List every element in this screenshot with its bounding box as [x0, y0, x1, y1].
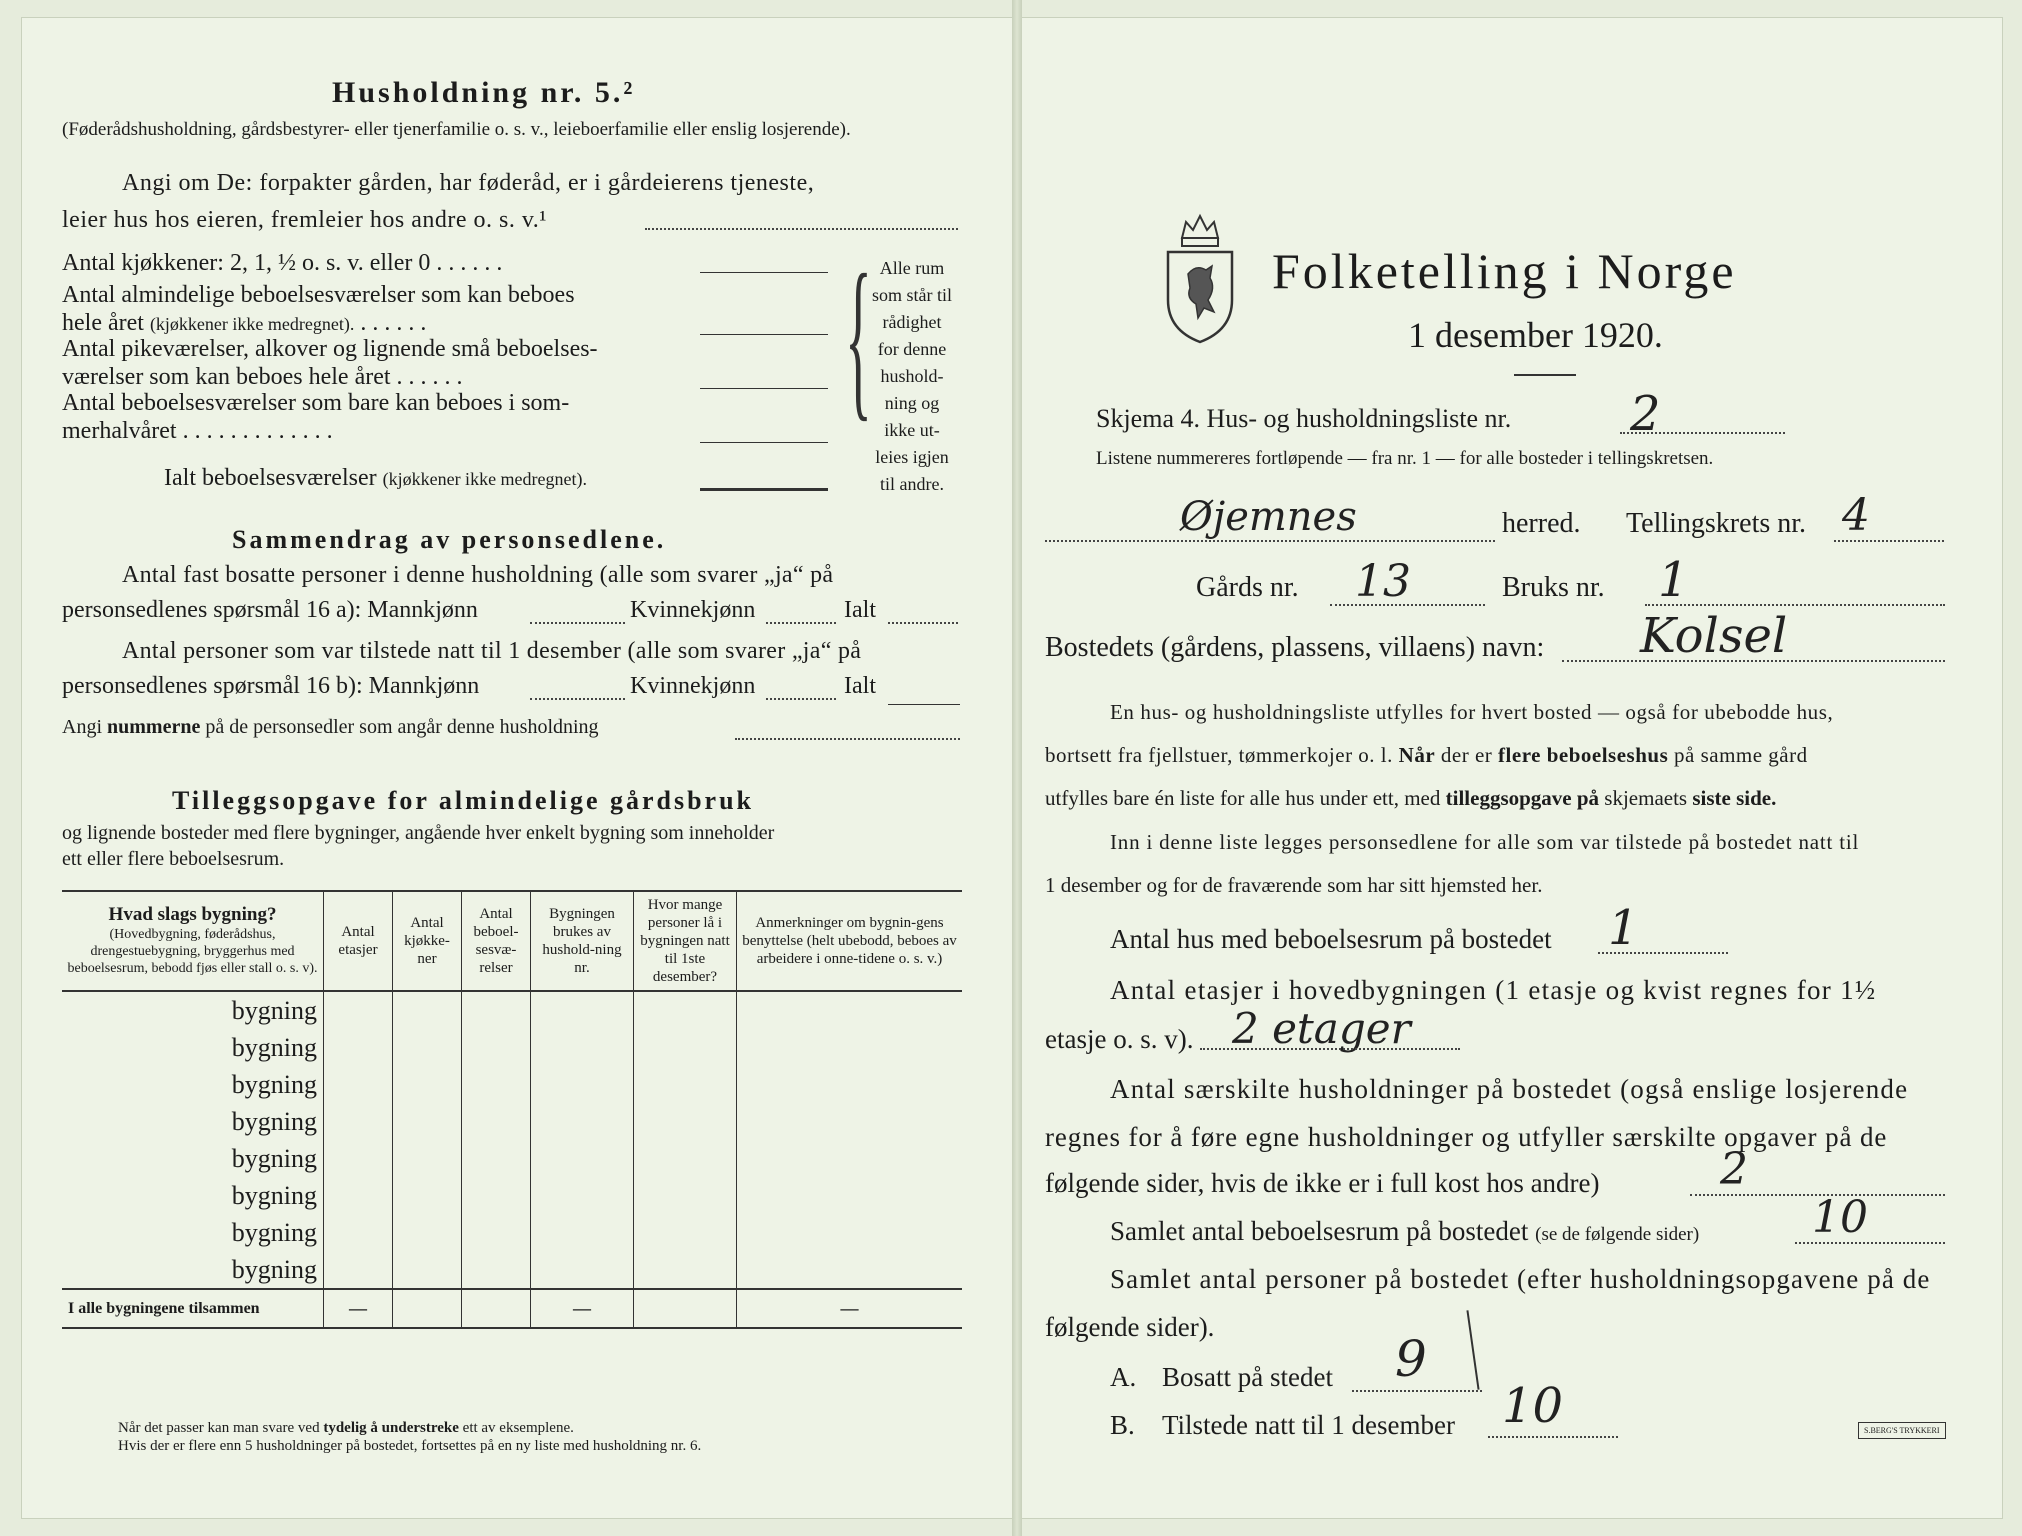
a-value: 9: [1395, 1330, 1427, 1388]
side-note-line: leies igjen: [875, 447, 949, 467]
bruks-value: 1: [1658, 552, 1689, 608]
samlet-pers-line2: følgende sider).: [1045, 1312, 1215, 1342]
para1-line1: En hus- og husholdningsliste utfylles for hvert bosted — også for ubebodde hus,: [1110, 700, 1834, 724]
summary-line-2a: Antal personer som var tilstede natt til 1 desember (alle som svarer „ja“ på: [122, 638, 862, 664]
col-persons: Hvor mange personer lå i bygningen natt til 1ste desember?: [634, 891, 737, 991]
skjema-line: [1620, 432, 1785, 434]
side-note-line: ikke ut-: [884, 420, 940, 440]
footnote-1: Når det passer kan man svare ved tydelig å understreke ett av eksemplene.: [118, 1420, 574, 1436]
col-remarks: Anmerkninger om bygnin-gens benyttelse (helt ubebodd, beboes av arbeidere i onne-tidene o. s. v.): [737, 891, 963, 991]
table-header-row: [62, 891, 962, 991]
bruks-line: [1645, 604, 1945, 606]
side-note-line: ning og: [884, 393, 940, 413]
summary-line-1a: Antal fast bosatte personer i denne husholdning (alle som svarer „ja“ på: [122, 562, 834, 588]
kitchens-label: Antal kjøkkener: 2, 1, ½ o. s. v. eller 0 . . . . . .: [62, 250, 503, 276]
sum1-ialt-line: [888, 622, 958, 624]
table-row: [62, 1103, 962, 1140]
side-note-line: hushold-: [880, 366, 944, 386]
husholdn-line3: følgende sider, hvis de ikke er i full kost hos andre): [1045, 1168, 1600, 1198]
tellingskrets-label: Tellingskrets nr.: [1626, 508, 1807, 539]
etasjer-line1: Antal etasjer i hovedbygningen (1 etasje og kvist regnes for 1½: [1110, 975, 1877, 1005]
title-divider: [1514, 374, 1576, 376]
table-row: [62, 1177, 962, 1214]
coat-of-arms-icon: [1160, 208, 1240, 348]
row-label: bygning: [231, 1032, 317, 1062]
table-row: [62, 1214, 962, 1251]
row-label: bygning: [231, 1106, 317, 1136]
table-row: [62, 1140, 962, 1177]
side-note-line: Alle rum: [879, 258, 945, 278]
para2-line2: 1 desember og for de fraværende som har sitt hjemsted her.: [1045, 873, 1543, 897]
herred-line: [1045, 540, 1495, 542]
para1-line3: utfylles bare én liste for alle hus under ett, med tilleggsopgave på skjemaets siste side.: [1045, 786, 1777, 810]
bruks-label: Bruks nr.: [1502, 572, 1605, 603]
tellingskrets-value: 4: [1842, 490, 1870, 541]
listene-note: Listene nummereres fortløpende — fra nr. 1 — for alle bosteder i tellingskretsen.: [1096, 448, 1714, 469]
rooms3-line: [700, 442, 828, 443]
angi-nummerne-line: [735, 738, 960, 740]
col-rooms: Antal beboel-sesvæ-relser: [462, 891, 531, 991]
sum1-female-label: Kvinnekjønn: [630, 597, 756, 623]
bosted-value: Kolsel: [1640, 608, 1788, 664]
brace: {: [845, 240, 872, 439]
b-label: B.: [1110, 1410, 1135, 1440]
para2-line1: Inn i denne liste legges personsedlene for alle som var tilstede på bostedet natt til: [1110, 830, 1860, 854]
hus-value: 1: [1608, 900, 1639, 956]
tellingskrets-line: [1834, 540, 1944, 542]
etasjer-line2: etasje o. s. v).: [1045, 1024, 1194, 1054]
form-date: 1 desember 1920.: [1408, 315, 1663, 355]
angi-line-2: leier hus hos eieren, fremleier hos andre o. s. v.¹: [62, 207, 547, 233]
husholdn-value: 2: [1720, 1144, 1748, 1195]
angi-line-1: Angi om De: forpakter gården, har føderåd, er i gårdeierens tjeneste,: [122, 170, 815, 196]
sum2-female-label: Kvinnekjønn: [630, 673, 756, 699]
b-value: 10: [1502, 1378, 1564, 1434]
col-kitchens: Antal kjøkke-ner: [393, 891, 462, 991]
kitchens-line: [700, 272, 828, 273]
samlet-rum-label: Samlet antal beboelsesrum på bostedet (se de følgende sider): [1110, 1216, 1700, 1246]
gards-value: 13: [1355, 556, 1411, 607]
herred-label: herred.: [1502, 508, 1581, 539]
row-label: bygning: [231, 995, 317, 1025]
total-floors: —: [324, 1289, 393, 1328]
row-label: bygning: [231, 1143, 317, 1173]
a-line: [1352, 1390, 1482, 1392]
hus-line: [1598, 952, 1728, 954]
extra-text-2: ett eller flere beboelsesrum.: [62, 848, 285, 870]
table-row: [62, 1251, 962, 1289]
ialt-label: Ialt beboelsesværelser (kjøkkener ikke medregnet).: [164, 465, 588, 491]
col-household-nr: Bygningen brukes av hushold-ning nr.: [531, 891, 634, 991]
row-label: bygning: [231, 1217, 317, 1247]
samlet-rum-value: 10: [1812, 1192, 1868, 1243]
extra-title: Tilleggsopgave for almindelige gårdsbruk: [172, 786, 755, 815]
sum1-female-line: [766, 622, 836, 624]
building-table: [62, 890, 962, 1329]
extra-text-1: og lignende bosteder med flere bygninger, angående hver enkelt bygning som inneholder: [62, 822, 775, 844]
col-building-type: Hvad slags bygning? (Hovedbygning, føderådshus, drengestuebygning, bryggerhus med beboelsesrum, bebodd fjøs eller stall o. s. v).: [62, 891, 324, 991]
total-label: I alle bygningene tilsammen: [62, 1289, 324, 1328]
samlet-rum-line: [1795, 1242, 1945, 1244]
row-label: bygning: [231, 1069, 317, 1099]
angi-answer-line: [645, 228, 958, 230]
side-note-line: til andre.: [880, 474, 944, 494]
angi-nummerne: Angi nummerne på de personsedler som angår denne husholdning: [62, 716, 599, 738]
husholdn-line2: regnes for å føre egne husholdninger og utfyller særskilte opgaver på de: [1045, 1122, 1888, 1152]
gards-label: Gårds nr.: [1196, 572, 1299, 603]
hus-label: Antal hus med beboelsesrum på bostedet: [1110, 924, 1552, 954]
rooms1-label-b: hele året (kjøkkener ikke medregnet). . . . . . .: [62, 310, 427, 336]
sum1-ialt-label: Ialt: [844, 597, 876, 623]
b-line: [1488, 1436, 1618, 1438]
rooms3-label-b: merhalvåret . . . . . . . . . . . . .: [62, 418, 333, 444]
skjema-value: 2: [1630, 386, 1661, 442]
summary-line-2b: personsedlenes spørsmål 16 b): Mannkjønn: [62, 673, 480, 699]
rooms3-label-a: Antal beboelsesværelser som bare kan beboes i som-: [62, 390, 570, 416]
summary-title: Sammendrag av personsedlene.: [232, 525, 667, 554]
sum1-male-line: [530, 622, 625, 624]
skjema-label: Skjema 4. Hus- og husholdningsliste nr.: [1096, 404, 1512, 433]
summary-line-1b: personsedlenes spørsmål 16 a): Mannkjønn: [62, 597, 478, 623]
household-subtitle: (Føderådshusholdning, gårdsbestyrer- eller tjenerfamilie o. s. v., leieboerfamilie eller enslig losjerende).: [62, 119, 851, 140]
a-text: Bosatt på stedet: [1162, 1362, 1333, 1392]
table-total-row: [62, 1289, 962, 1328]
a-label: A.: [1110, 1362, 1137, 1392]
footnote-2: Hvis der er flere enn 5 husholdninger på bostedet, fortsettes på en ny liste med husholdning nr. 6.: [118, 1438, 702, 1454]
side-note: [862, 255, 962, 498]
table-row: [62, 1066, 962, 1103]
sum2-male-line: [530, 698, 625, 700]
husholdn-line1: Antal særskilte husholdninger på bostedet (også enslige losjerende: [1110, 1074, 1909, 1104]
bosted-line: [1562, 660, 1945, 662]
gards-line: [1330, 604, 1485, 606]
etasjer-value: 2 etager: [1232, 1004, 1411, 1053]
samlet-pers-line1: Samlet antal personer på bostedet (efter husholdningsopgavene på de: [1110, 1264, 1931, 1294]
household-title: Husholdning nr. 5.²: [332, 76, 636, 109]
rooms2-line: [700, 388, 828, 389]
form-title: Folketelling i Norge: [1272, 243, 1737, 299]
rooms1-line: [700, 334, 828, 335]
side-note-line: for denne: [877, 339, 947, 359]
sum2-ialt-line: [888, 704, 960, 705]
bosted-label: Bostedets (gårdens, plassens, villaens) navn:: [1045, 632, 1545, 663]
printer-stamp: S.BERG'S TRYKKERI: [1858, 1422, 1946, 1439]
total-household: —: [531, 1289, 634, 1328]
rooms2-label-a: Antal pikeværelser, alkover og lignende små beboelses-: [62, 336, 598, 362]
ialt-line: [700, 488, 828, 491]
herred-value: Øjemnes: [1180, 494, 1357, 540]
side-note-line: som står til: [872, 285, 952, 305]
row-label: bygning: [231, 1180, 317, 1210]
col-floors: Antal etasjer: [324, 891, 393, 991]
b-text: Tilstede natt til 1 desember: [1162, 1410, 1455, 1440]
sum2-ialt-label: Ialt: [844, 673, 876, 699]
table-row: [62, 1029, 962, 1066]
rooms2-label-b: værelser som kan beboes hele året . . . . . .: [62, 364, 463, 390]
row-label: bygning: [231, 1254, 317, 1284]
total-remarks: —: [737, 1289, 963, 1328]
etasjer-line: [1200, 1048, 1460, 1050]
rooms1-label-a: Antal almindelige beboelsesværelser som kan beboes: [62, 282, 575, 308]
table-row: [62, 991, 962, 1029]
page-fold: [1012, 0, 1022, 1536]
para1-line2: bortsett fra fjellstuer, tømmerkojer o. l. Når der er flere beboelseshus på samme gård: [1045, 743, 1808, 767]
sum2-female-line: [766, 698, 836, 700]
side-note-line: rådighet: [882, 312, 942, 332]
